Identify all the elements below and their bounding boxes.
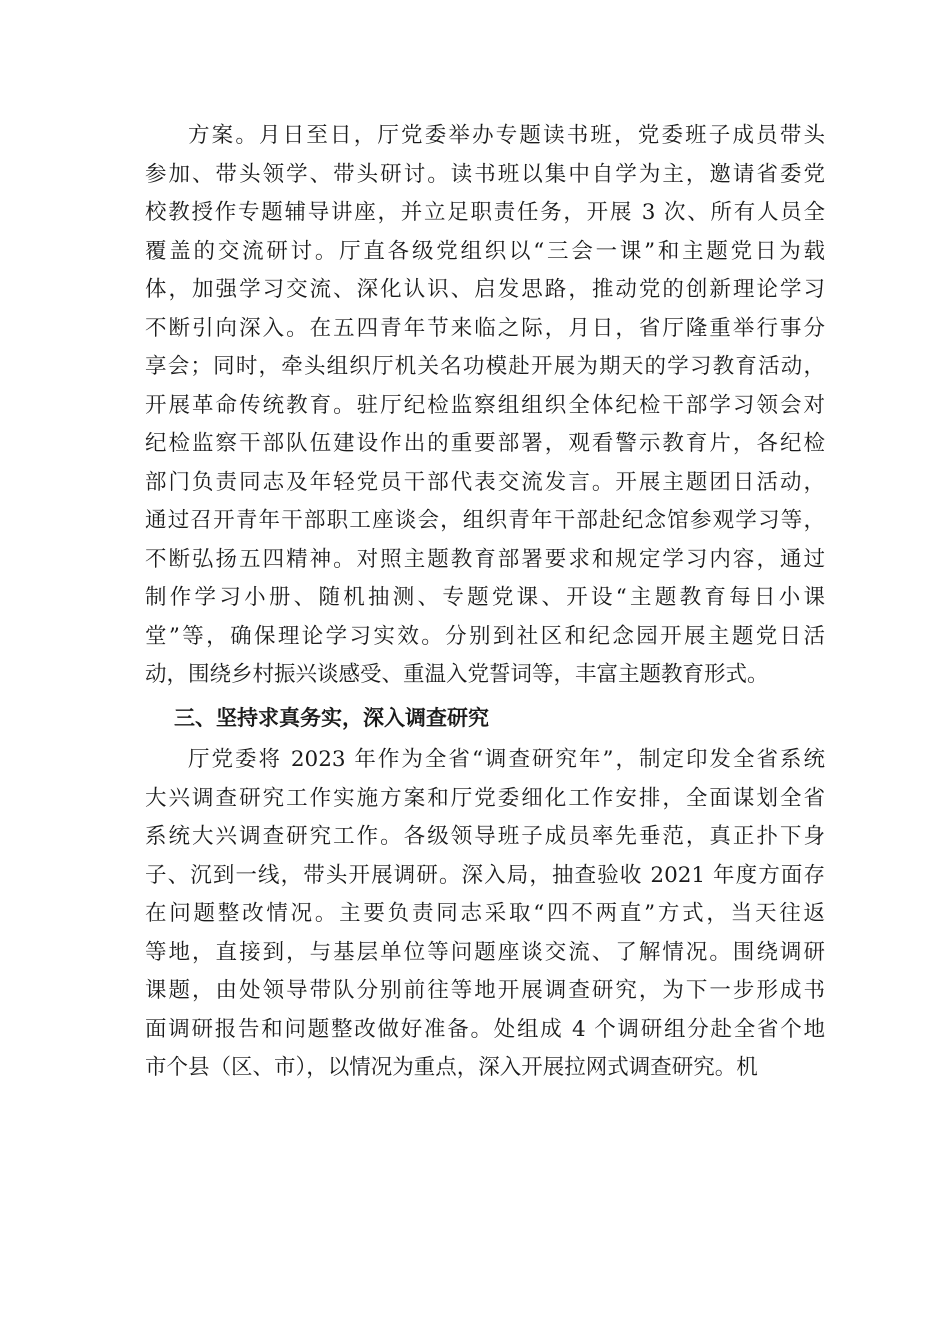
- text-line: 部门负责同志及年轻党员干部代表交流发言。开展主题团日活动，: [145, 469, 825, 495]
- text-line: 通过召开青年干部职工座谈会，组织青年干部赴纪念馆参观学习等，: [145, 508, 825, 533]
- text-line: 纪检监察干部队伍建设作出的重要部署，观看警示教育片，各纪检: [145, 431, 825, 456]
- text-line: 堂”等，确保理论学习实效。分别到社区和纪念园开展主题党日活: [145, 623, 825, 649]
- document-body: [145, 117, 825, 1088]
- paragraph-2: [145, 741, 825, 1088]
- text-line: 开展革命传统教育。驻厅纪检监察组组织全体纪检干部学习领会对: [145, 392, 825, 418]
- text-line: 大兴调查研究工作实施方案和厅党委细化工作安排，全面谋划全省: [145, 785, 825, 811]
- text-line: 享会；同时，牵头组织厅机关名功模赴开展为期天的学习教育活动，: [145, 354, 825, 379]
- text-line: 市个县（区、市），以情况为重点，深入开展拉网式调查研究。机: [145, 1055, 758, 1080]
- text-line: 覆盖的交流研讨。厅直各级党组织以“三会一课”和主题党日为载: [145, 238, 825, 264]
- section-heading: 三、坚持求真务实，深入调查研究: [174, 705, 489, 730]
- text-line: 动，围绕乡村振兴谈感受、重温入党誓词等，丰富主题教育形式。: [145, 662, 769, 687]
- text-line: 在问题整改情况。主要负责同志采取“四不两直”方式，当天往返: [145, 901, 825, 926]
- text-line: 厅党委将 2023 年作为全省“调查研究年”，制定印发全省系统: [188, 747, 825, 772]
- text-line: 等地，直接到，与基层单位等问题座谈交流、了解情况。围绕调研: [145, 939, 825, 965]
- text-line: 课题，由处领导带队分别前往等地开展调查研究，为下一步形成书: [145, 978, 825, 1003]
- text-line: 体，加强学习交流、深化认识、启发思路，推动党的创新理论学习: [145, 277, 825, 302]
- text-line: 系统大兴调查研究工作。各级领导班子成员率先垂范，真正扑下身: [145, 824, 825, 849]
- text-line: 参加、带头领学、带头研讨。读书班以集中自学为主，邀请省委党: [145, 161, 825, 187]
- text-line: 方案。月日至日，厅党委举办专题读书班，党委班子成员带头: [188, 123, 825, 148]
- text-line: 面调研报告和问题整改做好准备。处组成 4 个调研组分赴全省个地: [145, 1016, 825, 1042]
- text-line: 不断弘扬五四精神。对照主题教育部署要求和规定学习内容，通过: [145, 546, 825, 572]
- text-line: 校教授作专题辅导讲座，并立足职责任务，开展 3 次、所有人员全: [145, 200, 825, 225]
- text-line: 制作学习小册、随机抽测、专题党课、开设“主题教育每日小课: [145, 585, 825, 610]
- paragraph-1: [145, 117, 825, 695]
- text-line: 不断引向深入。在五四青年节来临之际，月日，省厅隆重举行事分: [145, 315, 825, 341]
- text-line: 子、沉到一线，带头开展调研。深入局，抽查验收 2021 年度方面存: [145, 862, 825, 888]
